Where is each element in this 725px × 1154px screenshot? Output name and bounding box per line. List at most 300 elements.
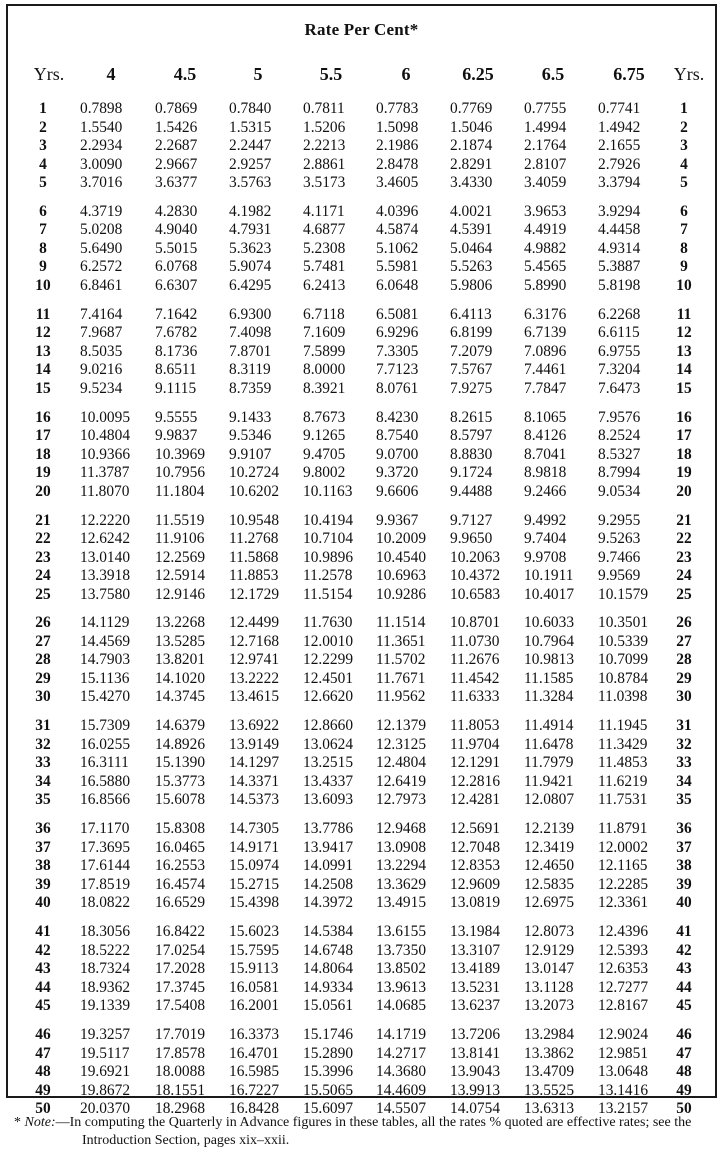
table-cell: 11.9106 [155,530,205,548]
table-cell: 13.4337 [303,772,354,790]
table-row [8,306,715,325]
year-label-right: 26 [676,614,692,632]
yrs-header-left: Yrs. [33,64,65,84]
table-cell: 5.3887 [598,258,641,276]
year-label-right: 38 [676,857,692,875]
table-cell: 8.4126 [524,427,567,445]
table-cell: 16.3111 [80,754,129,772]
table-row [8,754,715,773]
table-cell: 8.2524 [598,427,641,445]
year-label-right: 5 [680,174,688,191]
table-cell: 12.5835 [524,875,575,893]
year-label-left: 45 [35,997,51,1015]
rate-table-frame [6,4,717,1118]
year-label-right: 27 [676,632,692,650]
table-cell: 0.7811 [303,100,345,117]
table-row [8,100,715,119]
table-row [8,1045,715,1064]
table-cell: 13.0140 [80,548,131,566]
table-cell: 1.5315 [229,118,272,136]
year-label-right: 29 [676,669,692,687]
table-row [8,717,715,736]
table-cell: 3.4605 [376,174,419,191]
table-cell: 2.9257 [229,155,272,173]
year-label-left: 41 [35,923,51,941]
table-row [8,427,715,446]
table-cell: 12.2569 [155,548,206,566]
table-cell: 14.3371 [229,772,280,790]
table-cell: 4.0021 [450,202,493,220]
table-cell: 10.1579 [598,585,649,603]
table-cell: 12.4501 [303,669,354,687]
table-cell: 17.0254 [155,941,206,959]
year-label-left: 17 [35,427,51,445]
table-cell: 10.2724 [229,464,280,482]
year-label-left: 8 [39,239,47,257]
year-label-left: 12 [35,324,51,342]
table-cell: 13.3862 [524,1044,575,1062]
year-label-right: 43 [676,960,692,978]
table-cell: 17.2028 [155,960,206,978]
table-cell: 3.0090 [80,155,123,173]
table-cell: 7.3305 [376,342,419,360]
table-cell: 9.7466 [598,548,641,566]
table-cell: 11.4542 [450,669,500,687]
year-label-right: 6 [680,202,688,220]
year-label-right: 4 [680,155,688,173]
table-cell: 9.7127 [450,511,493,529]
table-cell: 15.3773 [155,772,206,790]
table-cell: 8.3119 [229,361,271,379]
table-cell: 16.8422 [155,923,206,941]
table-cell: 6.9296 [376,324,419,342]
year-label-left: 13 [35,342,51,360]
table-cell: 15.4270 [80,688,131,706]
table-cell: 6.8199 [450,324,493,342]
table-cell: 16.8566 [80,791,131,809]
table-cell: 12.9146 [155,585,206,603]
table-cell: 11.7531 [598,791,648,809]
year-label-right: 16 [676,408,692,426]
year-label-left: 21 [35,511,51,529]
table-cell: 17.8519 [80,875,131,893]
table-cell: 9.0216 [80,361,123,379]
year-label-right: 9 [680,258,688,276]
table-cell: 6.2413 [303,276,346,294]
year-label-left: 49 [35,1081,51,1099]
table-cell: 12.7048 [450,838,501,856]
table-cell: 15.7309 [80,717,131,735]
year-label-right: 13 [676,342,692,360]
table-cell: 12.8660 [303,717,354,735]
table-cell: 18.2968 [155,1100,206,1118]
table-cell: 6.3176 [524,305,567,323]
table-cell: 6.7118 [303,305,345,323]
table-cell: 13.0648 [598,1063,649,1081]
table-cell: 10.0095 [80,408,131,426]
table-cell: 6.4113 [450,305,492,323]
year-label-right: 2 [680,118,688,136]
year-label-right: 24 [676,567,692,585]
table-cell: 3.9294 [598,202,641,220]
table-cell: 8.5327 [598,445,641,463]
year-label-right: 32 [676,735,692,753]
table-cell: 16.2553 [155,857,206,875]
table-cell: 4.0396 [376,202,419,220]
table-row [8,979,715,998]
year-label-left: 44 [35,978,51,996]
table-cell: 7.5899 [303,342,346,360]
year-label-left: 20 [35,482,51,500]
table-cell: 14.3680 [376,1063,427,1081]
table-cell: 9.6606 [376,482,419,500]
table-cell: 11.6219 [598,772,648,790]
table-cell: 14.9171 [229,838,280,856]
year-label-right: 19 [676,464,692,482]
table-cell: 13.6237 [450,997,501,1015]
table-cell: 8.1065 [524,408,567,426]
table-row [8,997,715,1016]
table-cell: 14.0754 [450,1100,501,1118]
table-cell: 3.7016 [80,174,123,191]
table-cell: 10.4804 [80,427,131,445]
year-label-left: 1 [39,100,47,117]
year-label-left: 39 [35,875,51,893]
table-row [8,409,715,428]
year-label-left: 2 [39,118,47,136]
table-cell: 14.0991 [303,857,354,875]
table-row [8,464,715,483]
table-cell: 13.2157 [598,1100,649,1118]
table-cell: 9.2466 [524,482,567,500]
table-cell: 3.9653 [524,202,567,220]
table-cell: 7.5767 [450,361,493,379]
table-cell: 10.4372 [450,567,501,585]
table-cell: 16.2001 [229,997,280,1015]
table-cell: 10.7099 [598,651,649,669]
table-cell: 11.8853 [229,567,279,585]
table-cell: 2.1764 [524,137,567,154]
table-cell: 13.2073 [524,997,575,1015]
table-cell: 2.9667 [155,155,198,173]
table-cell: 12.1379 [376,717,427,735]
table-cell: 8.7994 [598,464,641,482]
year-label-left: 10 [35,276,51,294]
row-group [8,100,715,193]
table-cell: 13.5231 [450,978,501,996]
table-cell: 7.4461 [524,361,567,379]
table-body [8,100,715,1129]
footnote-text-line1: —In computing the Quarterly in Advance figures in these tables, all the rates % quoted are effective rates; see the [55,1115,692,1130]
table-cell: 13.0908 [376,838,427,856]
table-cell: 12.2220 [80,511,131,529]
table-cell: 13.8201 [155,651,206,669]
rate-header-6-25: 6.25 [462,64,494,84]
year-label-right: 15 [676,379,692,397]
table-cell: 19.1339 [80,997,131,1015]
table-cell: 9.9569 [598,567,641,585]
table-cell: 9.5263 [598,530,641,548]
year-label-left: 27 [35,632,51,650]
year-label-left: 34 [35,772,51,790]
table-cell: 5.7481 [303,258,346,276]
table-cell: 16.4701 [229,1044,280,1062]
table-cell: 6.7139 [524,324,567,342]
table-row [8,137,715,156]
table-row [8,221,715,240]
row-group [8,512,715,605]
table-cell: 15.6078 [155,791,206,809]
table-cell: 3.3794 [598,174,641,191]
table-cell: 12.3361 [598,894,649,912]
table-cell: 2.2447 [229,137,272,154]
table-cell: 13.7350 [376,941,427,959]
table-cell: 12.7973 [376,791,427,809]
table-cell: 10.4540 [376,548,427,566]
table-cell: 12.5393 [598,941,649,959]
table-cell: 13.3918 [80,567,131,585]
table-cell: 9.7404 [524,530,567,548]
table-row [8,567,715,586]
table-cell: 3.4330 [450,174,493,191]
year-label-right: 8 [680,239,688,257]
table-cell: 3.5173 [303,174,346,191]
table-cell: 13.8141 [450,1044,501,1062]
table-row [8,240,715,259]
table-cell: 12.1291 [450,754,501,772]
table-cell: 10.3501 [598,614,649,632]
table-cell: 10.7104 [303,530,354,548]
table-cell: 5.6490 [80,239,123,257]
year-label-right: 36 [676,820,692,838]
table-cell: 12.4804 [376,754,427,772]
table-cell: 11.1514 [376,614,426,632]
table-cell: 10.9286 [376,585,427,603]
year-label-right: 34 [676,772,692,790]
table-cell: 10.1163 [303,482,353,500]
table-cell: 12.0010 [303,632,354,650]
table-cell: 11.4853 [598,754,648,772]
table-cell: 9.1115 [155,379,197,397]
table-cell: 10.7964 [524,632,575,650]
year-label-left: 16 [35,408,51,426]
table-cell: 4.1171 [303,202,345,220]
table-cell: 14.8926 [155,735,206,753]
table-cell: 13.6155 [376,923,427,941]
table-cell: 14.1020 [155,669,206,687]
table-cell: 9.4705 [303,445,346,463]
table-cell: 5.5015 [155,239,198,257]
table-row [8,174,715,193]
table-row [8,530,715,549]
year-label-right: 1 [680,100,688,117]
table-cell: 0.7898 [80,100,123,117]
table-cell: 11.3651 [376,632,426,650]
year-label-left: 40 [35,894,51,912]
year-label-left: 14 [35,361,51,379]
table-cell: 13.6922 [229,717,280,735]
table-cell: 1.5426 [155,118,198,136]
table-cell: 7.9275 [450,379,493,397]
year-label-left: 7 [39,221,47,239]
row-group [8,820,715,913]
year-label-left: 29 [35,669,51,687]
year-label-left: 6 [39,202,47,220]
table-cell: 14.8064 [303,960,354,978]
table-cell: 11.2676 [450,651,500,669]
table-row [8,119,715,138]
table-row [8,651,715,670]
table-cell: 19.8672 [80,1081,131,1099]
table-cell: 13.0147 [524,960,575,978]
table-cell: 9.9367 [376,511,419,529]
table-cell: 6.6307 [155,276,198,294]
table-cell: 5.2308 [303,239,346,257]
table-cell: 8.0000 [303,361,346,379]
table-row [8,736,715,755]
table-cell: 15.3996 [303,1063,354,1081]
footnote-text-line2: Introduction Section, pages xix–xxii. [82,1133,290,1148]
table-cell: 4.5391 [450,221,493,239]
table-cell: 17.3695 [80,838,131,856]
table-cell: 17.3745 [155,978,206,996]
table-cell: 1.5098 [376,118,419,136]
year-label-left: 24 [35,567,51,585]
table-cell: 16.0581 [229,978,280,996]
year-label-right: 45 [676,997,692,1015]
table-cell: 2.2213 [303,137,346,154]
row-group [8,306,715,399]
table-cell: 11.3787 [80,464,130,482]
table-cell: 11.7979 [524,754,574,772]
table-cell: 9.4488 [450,482,493,500]
table-cell: 5.9806 [450,276,493,294]
table-cell: 11.4914 [524,717,574,735]
table-cell: 17.5408 [155,997,206,1015]
table-cell: 3.5763 [229,174,272,191]
table-cell: 12.6620 [303,688,354,706]
table-row [8,324,715,343]
table-cell: 10.5339 [598,632,649,650]
row-group [8,923,715,1016]
table-cell: 10.4194 [303,511,354,529]
year-label-right: 28 [676,651,692,669]
year-label-right: 14 [676,361,692,379]
table-cell: 10.8784 [598,669,649,687]
table-cell: 12.8353 [450,857,501,875]
year-label-left: 48 [35,1063,51,1081]
table-cell: 8.3921 [303,379,346,397]
table-cell: 11.1804 [155,482,205,500]
table-cell: 18.5222 [80,941,131,959]
rate-header-4: 4 [106,64,116,84]
table-cell: 6.9300 [229,305,272,323]
table-cell: 2.1655 [598,137,641,154]
table-cell: 16.0255 [80,735,131,753]
year-label-right: 7 [680,221,688,239]
table-cell: 14.4569 [80,632,131,650]
table-cell: 2.7926 [598,155,641,173]
year-label-right: 20 [676,482,692,500]
table-row [8,343,715,362]
table-cell: 7.4164 [80,305,123,323]
table-cell: 10.9896 [303,548,354,566]
yrs-header-right: Yrs. [673,64,705,84]
table-cell: 18.7324 [80,960,131,978]
table-cell: 4.7931 [229,221,272,239]
table-cell: 0.7741 [598,100,641,117]
table-cell: 6.8461 [80,276,123,294]
table-cell: 6.0648 [376,276,419,294]
table-row [8,894,715,913]
table-cell: 19.3257 [80,1026,131,1044]
table-cell: 12.9129 [524,941,575,959]
table-cell: 11.2578 [303,567,353,585]
table-cell: 9.5234 [80,379,123,397]
year-label-right: 18 [676,445,692,463]
table-cell: 12.1165 [598,857,648,875]
table-cell: 15.8308 [155,820,206,838]
table-cell: 10.2009 [376,530,427,548]
table-cell: 19.6921 [80,1063,131,1081]
table-cell: 16.3373 [229,1026,280,1044]
table-row [8,380,715,399]
table-cell: 9.5555 [155,408,198,426]
table-cell: 12.0002 [598,838,649,856]
row-group [8,614,715,707]
year-label-left: 50 [35,1100,51,1118]
table-cell: 13.2222 [229,669,280,687]
row-group [8,717,715,810]
table-cell: 12.7277 [598,978,649,996]
table-cell: 3.6377 [155,174,198,191]
table-row [8,586,715,605]
table-cell: 7.3204 [598,361,641,379]
year-label-left: 28 [35,651,51,669]
table-cell: 6.2268 [598,305,641,323]
table-cell: 6.2572 [80,258,123,276]
table-cell: 14.6748 [303,941,354,959]
table-cell: 6.9755 [598,342,641,360]
table-row [8,942,715,961]
rate-header-5: 5 [253,64,263,84]
table-row [8,549,715,568]
table-cell: 14.1297 [229,754,280,772]
table-cell: 13.7206 [450,1026,501,1044]
year-label-right: 41 [676,923,692,941]
table-cell: 15.0974 [229,857,280,875]
table-cell: 13.2515 [303,754,354,772]
table-cell: 6.4295 [229,276,272,294]
table-row [8,857,715,876]
table-cell: 9.5346 [229,427,272,445]
table-cell: 10.8701 [450,614,501,632]
table-cell: 15.4398 [229,894,280,912]
table-cell: 10.7956 [155,464,206,482]
year-label-right: 49 [676,1081,692,1099]
table-cell: 7.7847 [524,379,567,397]
year-label-right: 25 [676,585,692,603]
table-cell: 8.5035 [80,342,123,360]
table-cell: 11.0398 [598,688,648,706]
table-cell: 16.0465 [155,838,206,856]
table-row [8,633,715,652]
table-cell: 15.9113 [229,960,279,978]
year-label-right: 37 [676,838,692,856]
year-label-right: 12 [676,324,692,342]
table-cell: 15.0561 [303,997,354,1015]
year-label-left: 30 [35,688,51,706]
